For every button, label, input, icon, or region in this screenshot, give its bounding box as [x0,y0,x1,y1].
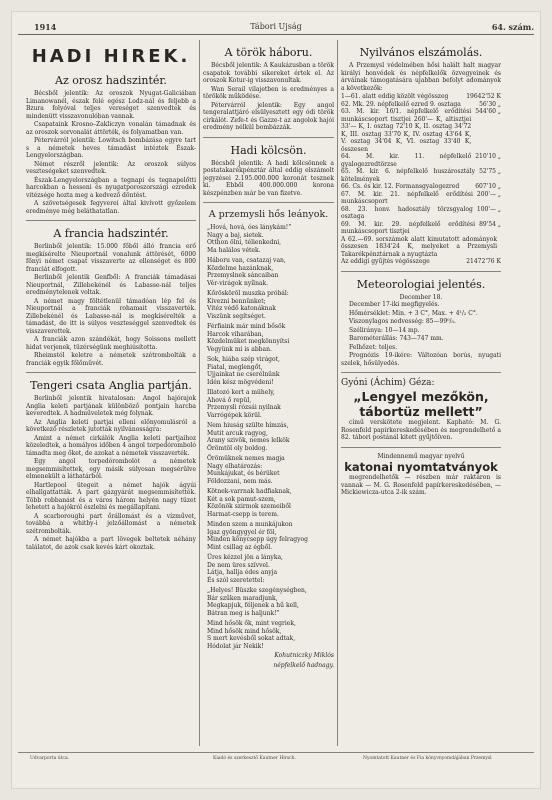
accounting-item: 64. M. kir. 11. népfelkelő gyalogezredtörzse [341,153,472,168]
accounting-row [341,236,501,259]
accounting-list [341,93,501,266]
paragraph: Pétervárról jelentik: Lowitsch bombázása egyre tart s a németek heves támadást intéztek Észak-Lengyelországban. [26,137,196,159]
section-divider [26,220,196,221]
accounting-amount: 56'30 „ [479,100,501,108]
section-body [26,395,196,551]
poem-line: Harmat-csepp is terem. [207,510,279,518]
section-title: Az orosz hadszintér. [55,74,167,87]
poem-line: Vér-virágok nyílnak. [207,279,269,287]
accounting-row [341,101,501,109]
paragraph: Bécsből jelentik: Az oroszok Nyugat-Galiciában Limanowanél, észak felé egész Lodz-nál és feljebb a Bzura folyóval teljes vereséget szenvedtek és mindenütt visszavonulóban vannak. [26,90,196,120]
poem-line: Kötnek-varrnak hadfiaknak, [207,488,292,495]
poem-line: Megkapjuk, féljenek a hű kell, [207,602,299,609]
section-body [203,62,334,132]
accounting-item: 65. M. kir. 6. népfelkelő huszárosztály kötelmények [341,168,476,183]
paragraph: Észak-Lengyelországban a tegnapi és tegnapelőtti harcokban a hesseni és nyugatporoszországi ezredek vitézsége hozta meg a kedvező döntést. [26,176,196,199]
accounting-row [341,168,501,183]
poem-line: Arany szivök, nemes lelkök [207,437,290,444]
section-title: Nyilvános elszámolás. [359,46,483,59]
section-divider [203,202,334,203]
book-author: Gyóni (Áchim) Géza: [341,378,435,388]
poem-line: Kivezni bennünket; [207,297,266,305]
ad-description: megrendelhetők — részben már raktáron is vannak — M. G. Rosenfeld papírkereskedésében, — Mickiewicza-utca 2-ik szám. [341,474,501,496]
poem-line: Közönök szirmok szemeiből [207,503,291,510]
paragraph: A szövetségesek fegyverei által kivívott győzelem eredménye még beláthatatlan. [26,200,196,215]
accounting-amount: 89'54 „ [479,220,501,228]
poem-line: Közdelme hazánknak, [207,264,274,272]
accounting-row [341,221,501,236]
poem-line: Vitéz védő katonáknak [207,305,276,312]
poem-line: Ujjainkat ne cserélnünk [207,371,280,378]
poem-line: Viszünk segítséget. [207,312,266,320]
poem-body [203,224,334,650]
poem-line: Férfiaink már mind bősök [207,323,286,330]
poem-line: Mutit arcuk ragyog, [207,429,268,437]
paragraph: Berlinből jelentik: 15.000 főből álló francia erő megkísérelte Nieuportnál vonalunk áttörését, 6000 főnyi német csapat visszaverte az ellenséget és 800 franciát elfogott. [26,243,196,273]
poem-line: Örömüknek nemes magja [207,455,285,462]
paragraph: A scarboroughi part őrállomást és a vízművet, továbbá a whitby-i jelzőállomást a németek szétrombolták. [26,512,196,535]
poem-line: Nem hiuság szülte hímzás, [207,422,289,429]
poem-line: „Helyes! Büszke szegénységben, [207,587,307,594]
section-title: Hadi kölcsön. [230,143,307,157]
poem-line: Földozzani, nem más. [207,477,273,485]
paragraph: Német részről jelentik: Az oroszok súlyos veszteségeket szenvedtek. [26,160,196,175]
page-footer [18,752,534,765]
weather-date: December 18. [399,293,443,301]
poem-line: De nem üres szívvel. [207,561,270,569]
poem-line: Otthon ölni, télienkedni, [207,239,282,246]
paragraph: Bécsből jelentik: A Kaukázusban a török csapatok további sikereket értek el. Az oroszok Kotur-ig visszavonultak. [203,62,334,84]
accounting-row [341,93,501,101]
accounting-item: 67. M. kir. 21. népfelkelő erődítési munkáscsoport [341,190,473,205]
accounting-amount: 607'10 „ [475,183,501,190]
ad-line: Mindennemű magyar nyelvű [377,452,465,460]
accounting-item: A 62.—69. sorszámok alatt kimutatott adományok összesen 1834'24 K, melyeket a Przemysli Takarékpénztárnak a nyugtázta [341,235,497,258]
accounting-amount: 544'60 „ [475,108,501,115]
paragraph: Hőmérséklet: Min. + 3 C°, Max. + 4¹/₂ C°. [349,309,478,317]
poem-line: Hódolat jár Nekik! [207,642,264,650]
poem-line: Közdelmüket megkönnyítsi [207,338,290,345]
poem-line: „Hová, hová, óes lánykám!” [207,224,292,231]
accounting-amount: 210'10 „ [475,153,501,160]
book-title-line1: „Lengyel mezőkön, [353,389,489,404]
section-title: A francia hadszintér. [53,227,169,240]
poem-line: Örömtöl oly boldog. [207,444,268,452]
section-title: Meteorologiai jelentés. [356,277,486,291]
poem-line: És szól szeretettel: [207,576,265,584]
paragraph: A német hajókba a part lövegek beltetek néhány találatot, de azok csak kevés kárt okoztak. [26,536,196,551]
paragraph: Berlinből jelentik Genfből: A franciák támadásai Nieuportnál, Zillebekénél és Labasse-nál teljes eredménytelenek voltak. [26,274,196,296]
accounting-item: 68. 23. honv. hadosztály törzsgyalog osztaga [341,205,473,220]
poem-author-rank: népfelkelő hadnagy. [273,661,334,669]
column-rule [337,40,338,746]
section-body [203,160,334,198]
poem-line: Munkájukat, és bérüket [207,470,280,477]
poem-line: Varrógépek körül. [207,411,262,419]
accounting-amount: 52'75 „ [479,168,501,175]
accounting-item: 62. Mk. 29. népfelkelő ezred 9. osztaga [341,100,461,108]
weather-list [341,301,501,367]
footer-publisher: Kiadó és szerkesztő Kautner Hirsch. [213,756,296,761]
poem-author: Kohutniczky Miklós [274,652,334,659]
paragraph: A német magy föltétlenül támadóan lép fel és Nieuportnál a franciák rohamait visszaverték. Zillebekénél és Labasse-nál is megkísérelték a támadást, de itt is súlyos veszteséggel szenvedtek és visszaverettek. [26,297,196,335]
column-rule [199,40,200,746]
footer-address: Udvarporta útca. [30,756,70,761]
accounting-amount: 19642'52 K [466,93,501,100]
accounting-item: 66. Cs. és kir. 12. Formansgyalogezred [341,183,460,190]
section-title: Tengeri csata Anglia partján. [30,379,192,392]
paragraph: Az Anglia keleti partjai elleni előnyomulásról a következő részletek jutottak nyilvánosságra: [26,418,196,433]
poem-line: Üres kézzel jön a lányka, [207,554,283,561]
accounting-item: Az eddigi gyűjtés végösszege [341,258,430,265]
poem-line: Ma halálos vétek. [207,246,261,254]
section-divider [341,271,501,272]
page-header [18,20,534,35]
poem-line: Vegyünk mi is abban. [207,345,272,353]
ad-headline: katonai nyomtatványok [344,460,498,474]
poem-line: Illatozó kert a mühely, [207,389,275,396]
section-divider [203,137,334,138]
accounting-item: 69. M. kir. 29. népfelkelő erődítési munkáscsoport tisztjei [341,220,476,235]
poem-line: Nagy elhatározás: [207,462,263,470]
accounting-row [341,191,501,206]
column-middle [203,40,334,746]
poem-line: Idén kész mögvédeni! [207,378,274,386]
accounting-amount: 100'— „ [476,205,501,213]
paragraph: Bécsből jelentik: A hadi kölcsönnek a postatakarékpénztár által eddig elszámolt jegyzései 2.195.000.000 koronát tesznek ki. Ebből 400.000.000 korona készpénzben már be van fizetve. [203,159,334,197]
paragraph: Felhőzet: teljes. [349,343,398,351]
paragraph: Hartlepool ütegeit a német hajók ágyúi elhallgattatták. A part gázgyárát megsemmisítették. Több robbanást és a város három helyén nagy tüzet lehetett a hajókról észlelni és megállapítani. [26,481,196,511]
accounting-row [341,206,501,221]
poem-line: Két a sok pamut-szem, [207,495,276,503]
poem-line: S mert kevésből sokat adtak, [207,635,296,642]
section-divider [341,372,501,373]
paragraph: Prognózis 19-ikére: Változóan borús, nyugati szelek, hősülyedés. [341,352,501,367]
section-body [26,243,196,367]
main-title: HADI HIREK. [31,46,191,67]
poem-title: A przemysli hős leányok. [208,209,329,220]
paragraph: Pétervárról jelentik: Egy angol tengeralattjáró elsülyesztett egy ódi török cirkálót. Zefe-t és Gazze-t az angolok hajói eredmény nélkül bombázzák. [203,101,334,131]
poem-line: Minden szem a munkájukon [207,521,293,528]
book-description: című verskötete megjelent. Kapható: M. G. Rosenfeld papirkereskedésében és megrendelhető a 82. tábori postánál kitett gyűjtőíven. [341,419,501,441]
poem-line: Kőrösköröl muszka próbál: [207,290,289,297]
accounting-amount: 200'— „ [476,190,501,198]
column-left [26,40,196,746]
header-issue: 64. szám. [491,22,534,32]
accounting-item: 1—61. alatt eddig közölt végösszeg [341,93,449,100]
accounting-row [341,183,501,191]
section-body [26,90,196,215]
poem-line: Sok, hiába szép virágot, [207,356,280,363]
poem-line: Bár szűken maradjunk, [207,594,278,602]
footer-printer: Nyomtatott Kautner és Fia könyvnyomdájában Przemysl [363,756,492,761]
column-right [341,40,501,746]
header-year: 1914 [34,22,57,32]
poem-line: Harcok viharában, [207,330,264,338]
poem-line: Látja, hallja édes anyja [207,569,278,576]
poem-line: Fiatal, meglengőt, [207,363,263,371]
poem-line: Mint csillag az égből. [207,543,273,551]
section-divider [341,447,501,448]
paragraph: Amint a német cirkálók Anglia keleti partjaihoz közeledtek, a homályos időben 4 angol torpedóromboló támadta meg őket, de azokat a németek visszaverték. [26,434,196,457]
paragraph: A franciák azon szándékát, hogy Soissons mellett hidat verjenek, tüzérségünk meghiúsította. [26,336,196,351]
accounting-intro: A Przemysl védelmében hősi halált halt magyar királyi honvédek és népfelkelők özvegyeinek és árváinak támogatására ujabban befolyt adományok a következők: [341,62,501,92]
paragraph: Wan Serail vilajetben is eredményes a törökök működése. [203,85,334,100]
paragraph: December 17-iki megfigyelés. [349,301,440,308]
paragraph: Egy angol torpedórombolót a németek megsemmisítettek, egy másik súlyosan megsérülve elmenekült a láthatárból. [26,458,196,480]
paragraph: Barométerállás: 743—747 mm. [349,335,444,342]
paragraph: Berlinből jelentik hivatalosan: Angol hajórajok Anglia keleti partjának különböző pontjain harcba keveredtek. A hadműveletek még folynak. [26,395,196,417]
paragraph: Rheimstól keletre a németek szétrombolták a franciák egyik főlőművét. [26,352,196,367]
section-divider [26,372,196,373]
poem-line: Mind hősök mind hősök, [207,627,282,635]
poem-line: Nagy a baj, sietek. [207,231,264,239]
accounting-amount: 21472'76 K [466,258,501,265]
paragraph: Viszonylagos nedvesség: 85—99⁰/₀. [349,318,456,325]
poem-line: Mind hősök ők, mint vegriek, [207,620,296,627]
poem-line: Przemyslnek sáncaiban [207,272,279,279]
poem-line: Przemysli rózsái nyilnak [207,404,281,411]
section-title: A török háboru. [224,46,313,59]
paragraph: Csapataink Krosno–Zakliczyn vonalán támadnak és az oroszok sorvonalát áttörték, és folyamatban van. [26,121,196,136]
poem-line: Háboru van, csatazaj van, [207,257,286,264]
accounting-row [341,258,501,266]
poem-line: Igaz gyöngygyel ér föl, [207,528,277,536]
header-title: Tábori Ujság [250,22,302,31]
accounting-item: 63. M. kir. 16/1. népfelkelő erődítési munkáscsoport tisztjei 260'— K, altisztjei 33'— K, I. osztag 72'10 K, II. osztag 34'72 K, III. osztag 33'70 K, IV. osztag 43'64 K, V. osztag 34'04 K, VI. osztag 33'40 K, összesen [341,108,472,153]
poem-line: Minden könycsepp úgy felragyog [207,536,308,543]
poem-line: Bátran meg is haljunk!” [207,609,280,617]
accounting-row [341,153,501,168]
accounting-row [341,108,501,153]
book-title-line2: tábortüz mellett” [359,404,483,419]
poem-line: Ahová ő repül, [207,396,252,404]
paragraph: Széliránya: 10—14 mp. [349,326,420,334]
